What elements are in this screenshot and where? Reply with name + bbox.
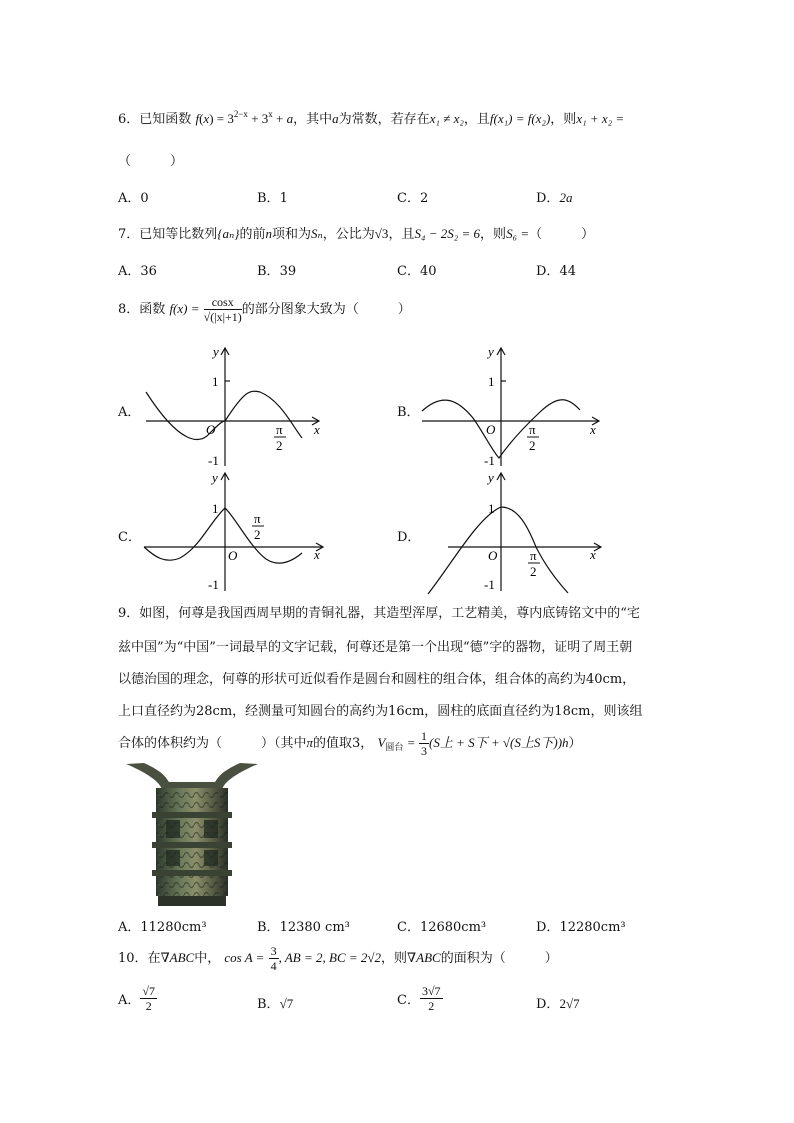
q8-a-o: O [206, 422, 216, 437]
q8-label-d[interactable]: D． [397, 530, 421, 545]
q8-b-y: y [488, 344, 494, 359]
q8-d-two: 2 [530, 564, 537, 579]
q6-option-c[interactable]: C．2 [397, 191, 429, 206]
q8-c-neg: -1 [208, 577, 219, 592]
q9-third-fraction: $\frac{1}{3}$ [421, 729, 428, 758]
q10-option-a[interactable]: A． $\frac{√7}{2}$ [118, 984, 155, 1013]
q8-a-neg: -1 [208, 453, 219, 468]
q8-b-neg: -1 [484, 453, 495, 468]
q8-b-two: 2 [529, 438, 536, 453]
q8-c-two: 2 [254, 527, 261, 542]
q8-c-x: x [314, 547, 320, 562]
q8-a-pi: π [276, 422, 283, 437]
q9-line4: 上口直径约为28cm，经测量可知圆台的高约为16cm，圆柱的底面直径约为18cm，则该组 [118, 704, 643, 719]
q7-option-c[interactable]: C．40 [397, 264, 437, 279]
q9-line2: 兹中国”为“中国”一词最早的文字记载，何尊还是第一个出现“德”字的器物，证明了周王朝 [118, 640, 633, 655]
q10-option-c[interactable]: C． $\frac{3√7}{2}$ [397, 984, 441, 1013]
q7-stem: 7．已知等比数列{aₙ}的前n项和为Sₙ，公比为√3，且S₄ − 2S₂ = 6，则S₆ =（ ） [118, 226, 595, 242]
q9-line5: 合体的体积约为（ ）（其中π的值取3， $V_{圆台}$ = $\frac{1}{3}$ (S上 + S下 + √(S上S下))h） [118, 729, 582, 758]
q8-label-c[interactable]: C． [118, 530, 141, 545]
q8-b-x: x [590, 422, 596, 437]
q10-cos-fraction: $\frac{3}{4}$ [270, 944, 277, 973]
q9-option-a[interactable]: A．11280cm³ [118, 920, 207, 935]
q8-fraction: $\frac{\cos x}{√(|x|+1)}$ [203, 295, 242, 324]
q8-a-x: x [314, 422, 320, 437]
q10-stem: 10．在∇ABC中， cos A = $\frac{3}{4}$ , AB = 2, BC = 2√2，则∇ABC的面积为（ ） [118, 944, 558, 973]
q8-graph-d[interactable] [418, 467, 618, 597]
q8-b-o: O [486, 422, 496, 437]
q7-option-b[interactable]: B．39 [257, 264, 297, 279]
q7-option-d[interactable]: D．44 [536, 264, 576, 279]
q6-formula: f [195, 111, 200, 126]
q9-option-d[interactable]: D．12280cm³ [536, 920, 626, 935]
q8-label-a[interactable]: A． [118, 405, 141, 420]
q9-line3: 以德治国的理念，何尊的形状可近似看作是圆台和圆柱的组合体，组合体的高约为40cm， [118, 672, 636, 687]
q8-graph-b[interactable] [418, 340, 618, 470]
q9-line1: 9．如图，何尊是我国西周早期的青铜礼器，其造型浑厚，工艺精美，尊内底铸铭文中的“宅 [118, 606, 640, 621]
he-zun-bronze-vessel-image [124, 760, 260, 908]
q8-a-two: 2 [276, 438, 283, 453]
q10-option-b[interactable]: B．√7 [257, 996, 294, 1012]
q8-a-one: 1 [212, 374, 219, 389]
q8-graph-a[interactable] [140, 340, 340, 470]
q6-option-b[interactable]: B．1 [257, 191, 288, 206]
q8-b-one: 1 [488, 374, 495, 389]
q8-d-one: 1 [488, 501, 495, 516]
q8-c-one: 1 [212, 501, 219, 516]
q8-b-pi: π [529, 422, 536, 437]
q8-c-pi: π [254, 511, 261, 526]
q8-c-o: O [228, 548, 238, 563]
q6-stem: 6．已知函数 $f(x) = 3^{2-x} + 3^x + a$，其中a为常数，若存在x₁ ≠ x₂，且f(x₁) = f(x₂)，则x₁ + x₂ = [118, 109, 625, 127]
q8-d-neg: -1 [484, 577, 495, 592]
q7-option-a[interactable]: A．36 [118, 264, 157, 279]
q8-stem: 8．函数 f(x) = $\frac{\cos x}{√(|x|+1)}$ 的部分图象大致为（ ） [118, 295, 411, 324]
q9-option-b[interactable]: B．12380 cm³ [257, 920, 350, 935]
q8-d-y: y [488, 470, 494, 485]
q6-option-a[interactable]: A．0 [118, 191, 149, 206]
q6-paren: （ ） [118, 154, 184, 169]
q8-label-b[interactable]: B． [397, 405, 420, 420]
q8-d-x: x [590, 547, 596, 562]
q9-option-c[interactable]: C．12680cm³ [397, 920, 487, 935]
q8-d-pi: π [530, 548, 537, 563]
q8-c-y: y [212, 470, 218, 485]
q6-option-d[interactable]: D．2a [536, 190, 573, 206]
q10-option-d[interactable]: D．2√7 [536, 996, 580, 1012]
q8-graph-c[interactable] [140, 467, 340, 595]
q8-a-y: y [213, 344, 219, 359]
q8-d-o: O [488, 548, 498, 563]
